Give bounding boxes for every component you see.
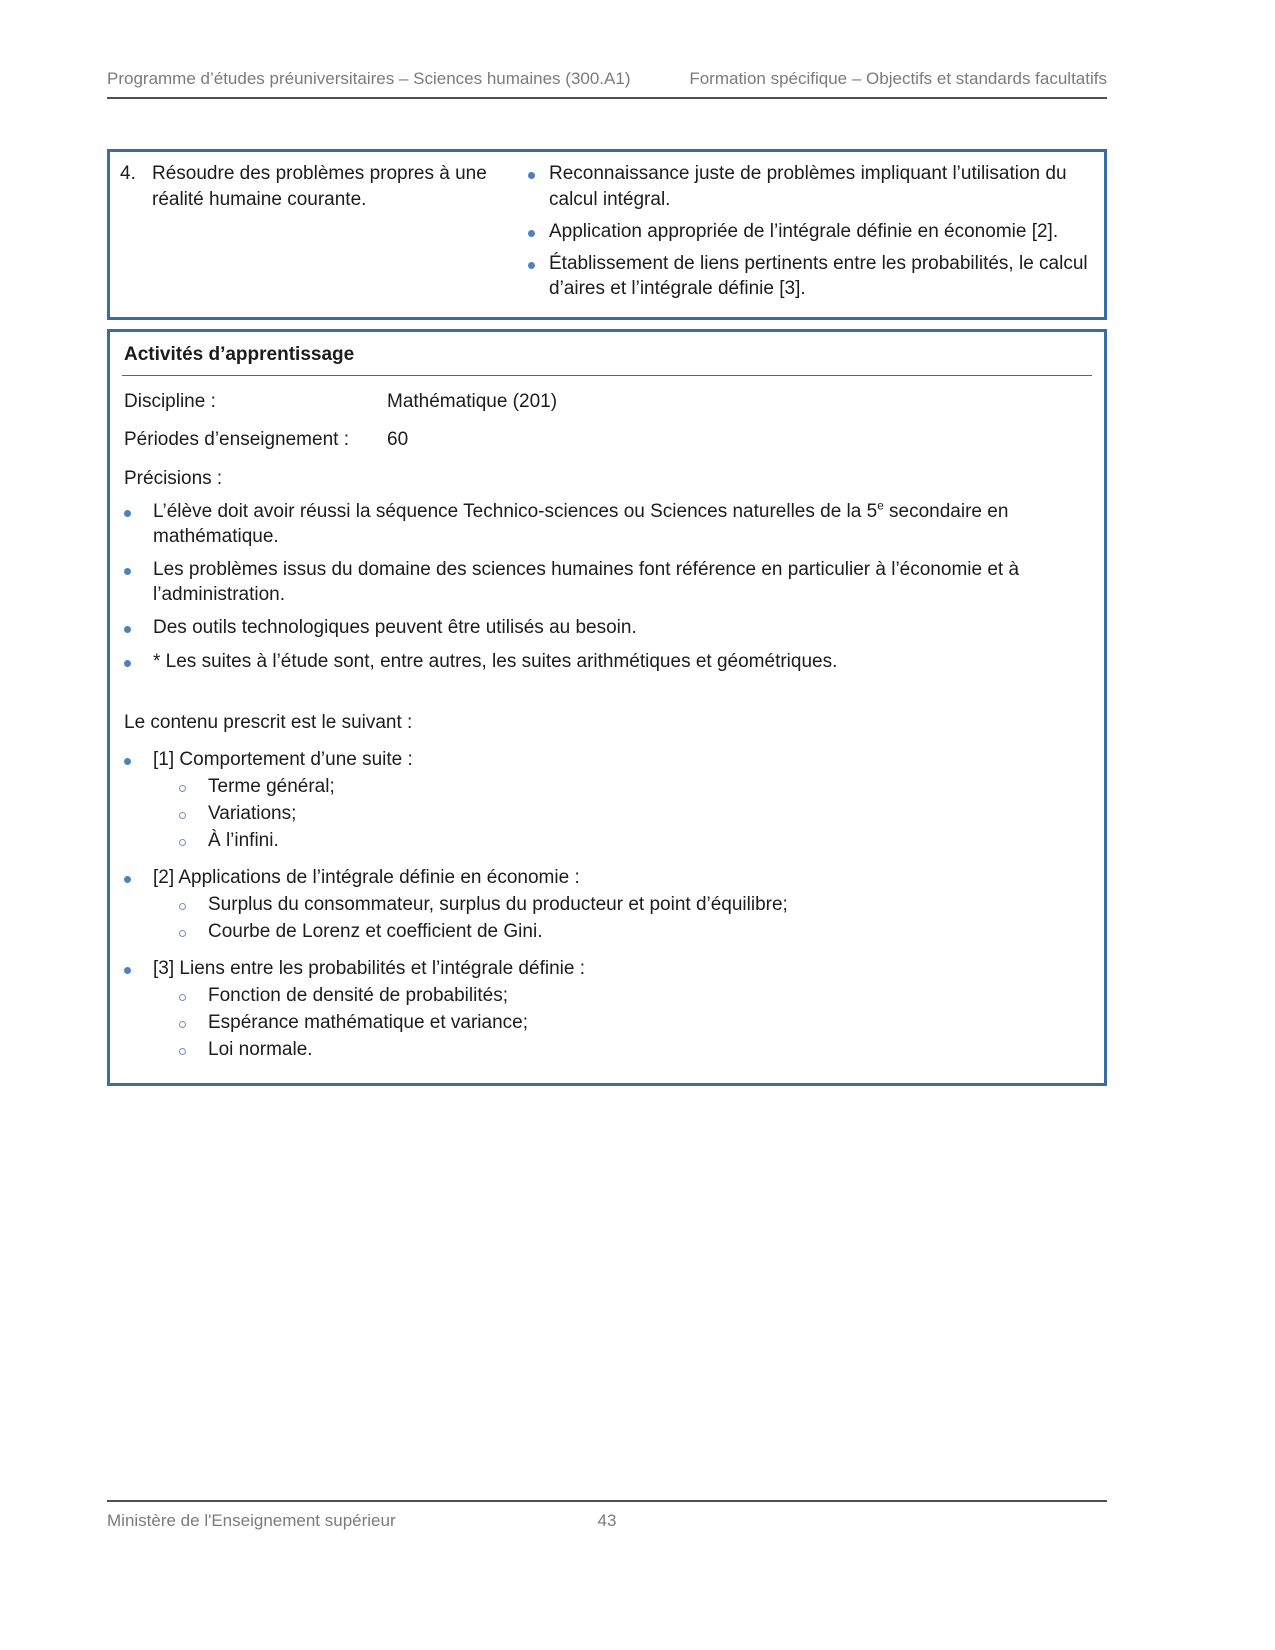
activities-box xyxy=(107,329,1107,1086)
list-item-text: Des outils technologiques peuvent être utilisés au besoin. xyxy=(153,617,637,639)
circle-marker-cell xyxy=(177,983,208,1008)
footer-spacer xyxy=(616,1510,1107,1532)
circle-marker-cell xyxy=(177,801,208,826)
sub-item-text: À l’infini. xyxy=(208,829,279,851)
criterion-text: Application appropriée de l’intégrale définie en économie [2]. xyxy=(549,220,1059,242)
list-item xyxy=(122,615,1092,640)
sub-item-text: Fonction de densité de probabilités; xyxy=(208,985,508,1007)
sub-list-item xyxy=(122,983,1092,1008)
circle-bullet-icon xyxy=(179,839,186,846)
bullet-icon xyxy=(528,172,535,179)
bullet-icon xyxy=(528,230,535,237)
bullet-marker-cell xyxy=(122,615,153,640)
sub-list-item xyxy=(122,919,1092,944)
periods-row xyxy=(124,427,1090,452)
periods-value: 60 xyxy=(387,428,409,450)
sub-item-text: Courbe de Lorenz et coefficient de Gini. xyxy=(208,921,543,943)
bullet-marker-cell xyxy=(122,557,153,607)
content-group-1 xyxy=(122,747,1092,853)
content-group-2 xyxy=(122,865,1092,944)
discipline-label: Discipline : xyxy=(124,390,216,412)
circle-bullet-icon xyxy=(179,812,186,819)
footer-rule xyxy=(107,1500,1107,1502)
sub-item-text: Variations; xyxy=(208,802,297,824)
objective-statement: Résoudre des problèmes propres à une réalité humaine courante. xyxy=(152,163,487,210)
text-segment: secondaire en mathématique. xyxy=(153,501,1009,548)
page-header xyxy=(107,68,1107,90)
sub-item-text: Loi normale. xyxy=(208,1039,313,1061)
footer-ministry-text: Ministère de l'Enseignement supérieur xyxy=(107,1511,396,1530)
circle-marker-cell xyxy=(177,1010,208,1035)
list-item xyxy=(518,161,1094,211)
bullet-icon xyxy=(124,568,131,575)
bullet-icon xyxy=(124,758,131,765)
sub-item-text: Surplus du consommateur, surplus du producteur et point d’équilibre; xyxy=(208,894,788,916)
precisions-list xyxy=(122,499,1092,673)
discipline-row xyxy=(124,389,1090,414)
list-item xyxy=(122,499,1092,549)
bullet-marker-cell xyxy=(122,499,153,549)
text-segment: L’élève doit avoir réussi la séquence Technico-sciences ou Sciences naturelles de la 5 xyxy=(153,501,878,523)
header-right-text: Formation spécifique – Objectifs et standards facultatifs xyxy=(689,69,1107,88)
content-group-3 xyxy=(122,956,1092,1062)
sub-list-item xyxy=(122,892,1092,917)
list-item-text: [2] Applications de l’intégrale définie en économie : xyxy=(153,867,580,888)
list-item xyxy=(122,557,1092,607)
title-rule xyxy=(122,375,1092,376)
bullet-marker-cell xyxy=(122,956,153,981)
bullet-icon xyxy=(528,262,535,269)
list-item xyxy=(518,219,1094,244)
bullet-marker-cell xyxy=(122,747,153,772)
page-footer xyxy=(107,1500,1107,1532)
objective-number: 4. xyxy=(120,163,136,185)
bullet-marker-cell xyxy=(122,865,153,890)
bullet-icon xyxy=(124,660,131,667)
bullet-marker-cell xyxy=(518,161,549,211)
bullet-icon xyxy=(124,626,131,633)
sub-list-item xyxy=(122,801,1092,826)
criterion-text: Reconnaissance juste de problèmes impliquant l’utilisation du calcul intégral. xyxy=(549,163,1067,210)
circle-marker-cell xyxy=(177,828,208,853)
footer-row xyxy=(107,1510,1107,1532)
list-item xyxy=(122,649,1092,674)
circle-bullet-icon xyxy=(179,785,186,792)
objective-box xyxy=(107,149,1107,319)
list-item-text xyxy=(153,499,1092,549)
list-item-text: [1] Comportement d’une suite : xyxy=(153,748,413,770)
bullet-icon xyxy=(124,876,131,883)
circle-bullet-icon xyxy=(179,903,186,910)
criterion-text: Établissement de liens pertinents entre les probabilités, le calcul d’aires et l’intégrale définie [3]. xyxy=(549,252,1088,299)
sub-list-item xyxy=(122,774,1092,799)
sub-list-item xyxy=(122,1037,1092,1062)
bullet-marker-cell xyxy=(518,251,549,301)
circle-marker-cell xyxy=(177,774,208,799)
circle-marker-cell xyxy=(177,919,208,944)
discipline-value: Mathématique (201) xyxy=(387,390,558,412)
list-item-text: [3] Liens entre les probabilités et l’intégrale définie : xyxy=(153,958,585,980)
circle-bullet-icon xyxy=(179,1021,186,1028)
bullet-icon xyxy=(124,510,131,517)
list-item xyxy=(122,747,1092,772)
header-left-text: Programme d’études préuniversitaires – Sciences humaines (300.A1) xyxy=(107,69,631,88)
sub-item-text: Espérance mathématique et variance; xyxy=(208,1012,529,1034)
circle-bullet-icon xyxy=(179,1048,186,1055)
list-item xyxy=(122,865,1092,890)
list-item-text: * Les suites à l’étude sont, entre autres, les suites arithmétiques et géométriques. xyxy=(153,650,838,672)
circle-marker-cell xyxy=(177,892,208,917)
bullet-marker-cell xyxy=(518,219,549,244)
list-item xyxy=(518,251,1094,301)
list-item xyxy=(122,956,1092,981)
criteria-cell xyxy=(518,161,1094,300)
content-intro: Le contenu prescrit est le suivant : xyxy=(124,711,413,733)
circle-bullet-icon xyxy=(179,930,186,937)
objective-cell xyxy=(120,161,518,300)
circle-marker-cell xyxy=(177,1037,208,1062)
circle-bullet-icon xyxy=(179,994,186,1001)
sub-list-item xyxy=(122,1010,1092,1035)
bullet-marker-cell xyxy=(122,649,153,674)
superscript: e xyxy=(877,499,884,513)
header-rule xyxy=(107,97,1107,99)
page-content xyxy=(107,68,1107,1086)
periods-label: Périodes d’enseignement : xyxy=(124,428,349,450)
list-item-text: Les problèmes issus du domaine des sciences humaines font référence en particulier à l’économie et à l’administration. xyxy=(153,559,1020,606)
sub-item-text: Terme général; xyxy=(208,775,335,797)
activities-title: Activités d’apprentissage xyxy=(124,343,355,365)
bullet-icon xyxy=(124,967,131,974)
page-number: 43 xyxy=(597,1511,617,1530)
precisions-label: Précisions : xyxy=(124,468,223,490)
sub-list-item xyxy=(122,828,1092,853)
